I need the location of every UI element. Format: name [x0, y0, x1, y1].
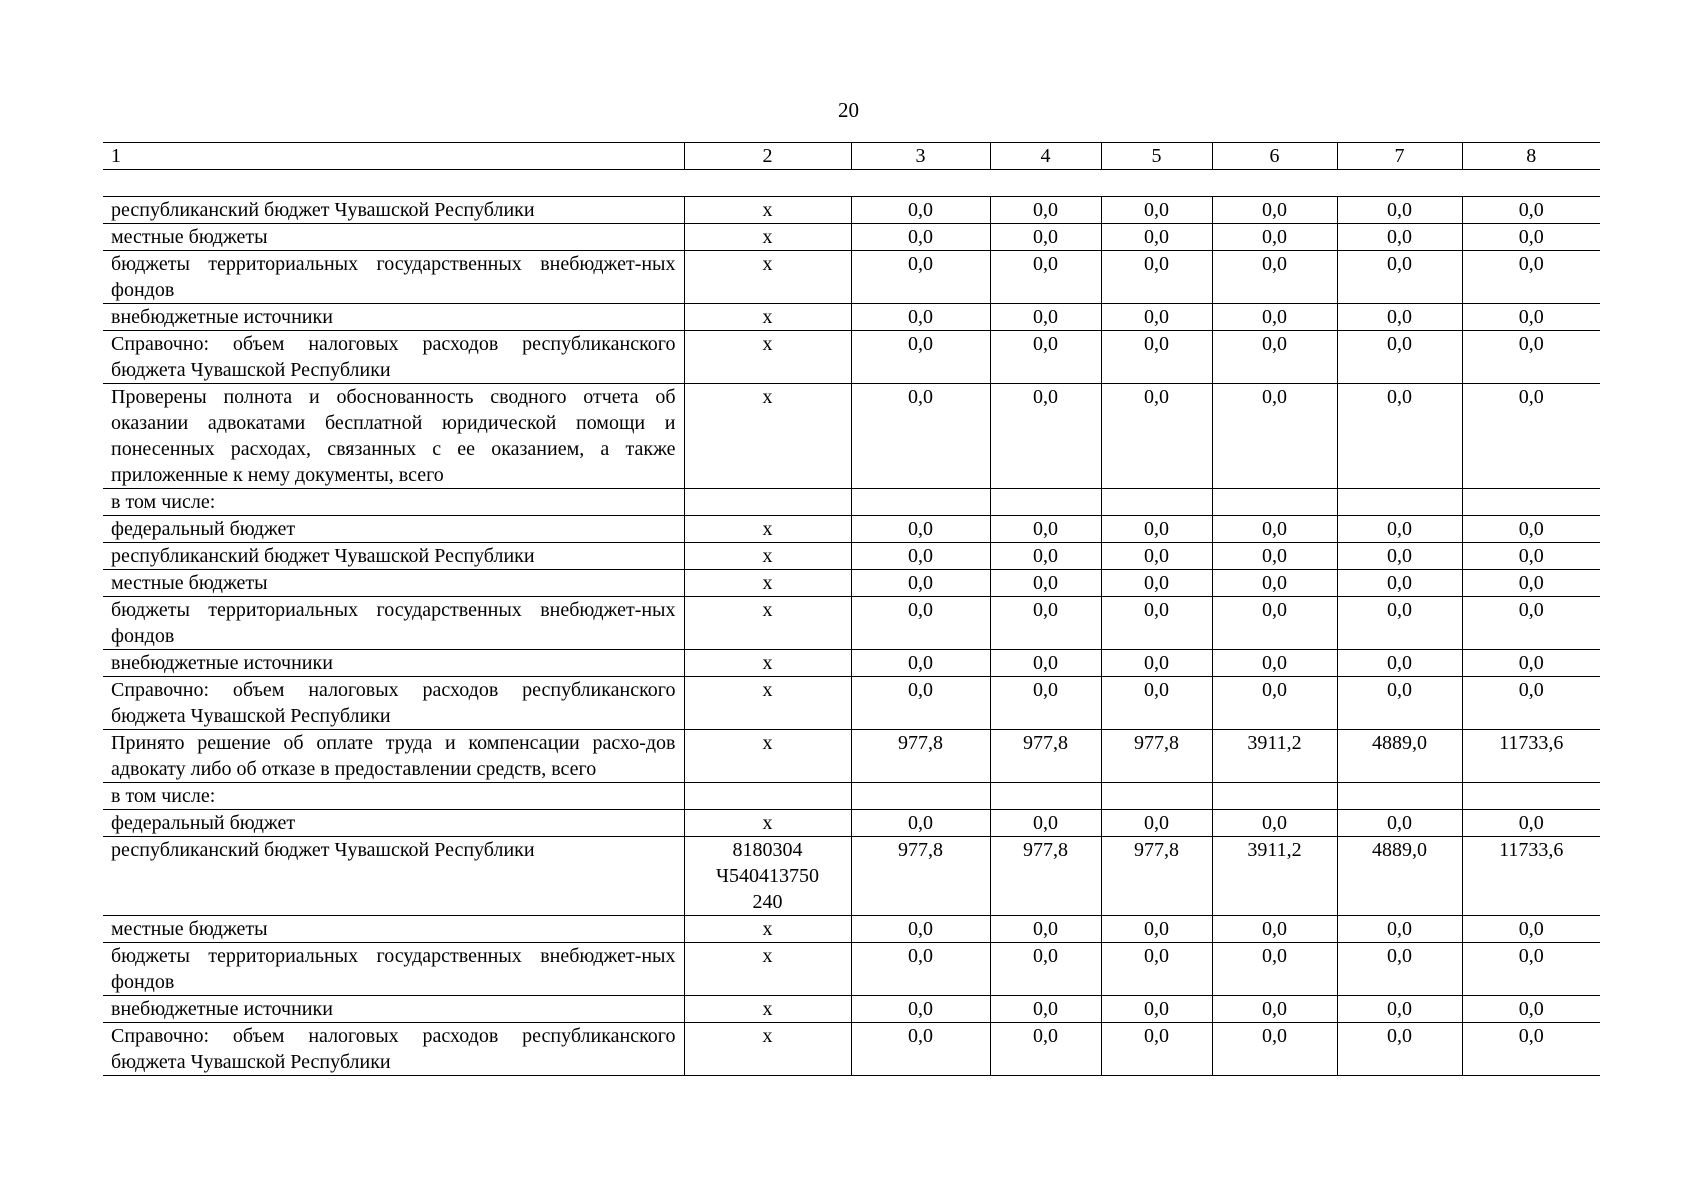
row-value: 0,0	[1212, 810, 1337, 837]
row-value: 0,0	[1101, 251, 1212, 304]
table-row	[103, 384, 1600, 489]
row-value: 0,0	[990, 197, 1101, 224]
row-code: х	[684, 384, 851, 489]
row-code: х	[684, 916, 851, 943]
row-label: местные бюджеты	[103, 570, 684, 597]
row-value: 0,0	[1212, 251, 1337, 304]
row-value: 0,0	[1212, 943, 1337, 996]
row-value: 0,0	[1101, 1023, 1212, 1076]
row-value: 0,0	[1462, 304, 1600, 331]
row-value: 0,0	[1212, 570, 1337, 597]
row-code: х	[684, 677, 851, 730]
row-value: 0,0	[1101, 650, 1212, 677]
row-code: х	[684, 943, 851, 996]
table-row	[103, 197, 1600, 224]
row-label: местные бюджеты	[103, 224, 684, 251]
row-code: х	[684, 996, 851, 1023]
row-value: 0,0	[851, 224, 990, 251]
row-value: 0,0	[1101, 677, 1212, 730]
row-label: федеральный бюджет	[103, 516, 684, 543]
row-value: 0,0	[1101, 516, 1212, 543]
table-row	[103, 304, 1600, 331]
row-code: х	[684, 810, 851, 837]
row-value: 0,0	[1462, 516, 1600, 543]
row-label: внебюджетные источники	[103, 304, 684, 331]
row-value: 0,0	[851, 331, 990, 384]
header-cell: 4	[990, 143, 1101, 170]
row-value: 0,0	[1337, 543, 1462, 570]
row-code: 8180304 Ч540413750 240	[684, 837, 851, 916]
table-row	[103, 489, 1600, 516]
row-code: х	[684, 251, 851, 304]
table-row	[103, 943, 1600, 996]
row-value: 0,0	[851, 677, 990, 730]
row-value: 977,8	[1101, 730, 1212, 783]
row-value: 977,8	[851, 837, 990, 916]
row-value	[1462, 783, 1600, 810]
table-row	[103, 597, 1600, 650]
table-row	[103, 677, 1600, 730]
row-value: 0,0	[1462, 331, 1600, 384]
row-code: х	[684, 650, 851, 677]
header-cell: 5	[1101, 143, 1212, 170]
row-value: 0,0	[1462, 916, 1600, 943]
row-value: 0,0	[990, 916, 1101, 943]
row-value: 0,0	[1212, 677, 1337, 730]
row-value	[1101, 783, 1212, 810]
row-value: 977,8	[990, 837, 1101, 916]
row-value: 11733,6	[1462, 730, 1600, 783]
row-value: 0,0	[1337, 597, 1462, 650]
row-label: внебюджетные источники	[103, 650, 684, 677]
row-code: х	[684, 197, 851, 224]
row-label: бюджеты территориальных государственных внебюджет-ных фондов	[103, 943, 684, 996]
row-code: х	[684, 516, 851, 543]
row-code	[684, 489, 851, 516]
row-code: х	[684, 304, 851, 331]
row-value: 0,0	[851, 943, 990, 996]
table-row	[103, 837, 1600, 916]
row-value: 977,8	[990, 730, 1101, 783]
row-value: 0,0	[990, 1023, 1101, 1076]
row-value: 0,0	[1101, 197, 1212, 224]
row-value: 0,0	[990, 224, 1101, 251]
row-value: 0,0	[1337, 1023, 1462, 1076]
row-value: 0,0	[1101, 384, 1212, 489]
row-value: 0,0	[1462, 1023, 1600, 1076]
table-row	[103, 251, 1600, 304]
row-value: 0,0	[990, 650, 1101, 677]
row-label: бюджеты территориальных государственных внебюджет-ных фондов	[103, 597, 684, 650]
row-value: 0,0	[1462, 570, 1600, 597]
row-value: 0,0	[851, 251, 990, 304]
table-row	[103, 543, 1600, 570]
row-code: х	[684, 570, 851, 597]
row-value: 11733,6	[1462, 837, 1600, 916]
row-value: 0,0	[1101, 943, 1212, 996]
row-label: республиканский бюджет Чувашской Республики	[103, 837, 684, 916]
table-body	[103, 143, 1600, 1076]
row-code: х	[684, 730, 851, 783]
row-value: 0,0	[1337, 996, 1462, 1023]
row-value: 0,0	[851, 1023, 990, 1076]
row-value: 0,0	[851, 570, 990, 597]
row-value: 0,0	[1462, 943, 1600, 996]
row-value: 0,0	[1337, 810, 1462, 837]
row-value: 0,0	[1462, 224, 1600, 251]
spacer-row	[103, 170, 1600, 197]
table-row	[103, 650, 1600, 677]
row-value: 0,0	[1101, 996, 1212, 1023]
row-value: 0,0	[1462, 543, 1600, 570]
row-value: 0,0	[1212, 597, 1337, 650]
spacer-cell	[103, 170, 1600, 197]
row-value: 0,0	[1101, 331, 1212, 384]
row-code: х	[684, 224, 851, 251]
page-number: 20	[838, 98, 859, 122]
row-value: 0,0	[851, 996, 990, 1023]
row-value: 0,0	[1462, 996, 1600, 1023]
row-value: 0,0	[1337, 251, 1462, 304]
row-value: 0,0	[1212, 996, 1337, 1023]
row-value: 0,0	[851, 304, 990, 331]
row-value: 0,0	[851, 916, 990, 943]
row-value: 0,0	[1462, 677, 1600, 730]
row-label: республиканский бюджет Чувашской Республики	[103, 197, 684, 224]
row-value	[1462, 489, 1600, 516]
row-value: 0,0	[1212, 916, 1337, 943]
header-row	[103, 143, 1600, 170]
table-row	[103, 516, 1600, 543]
row-code: х	[684, 1023, 851, 1076]
row-value: 0,0	[1212, 304, 1337, 331]
row-value: 0,0	[990, 384, 1101, 489]
row-value: 3911,2	[1212, 837, 1337, 916]
row-value	[990, 783, 1101, 810]
row-value: 977,8	[851, 730, 990, 783]
row-label: федеральный бюджет	[103, 810, 684, 837]
row-value: 0,0	[1337, 916, 1462, 943]
row-value: 0,0	[1212, 650, 1337, 677]
header-cell: 2	[684, 143, 851, 170]
row-value: 0,0	[1212, 543, 1337, 570]
row-label: Проверены полнота и обоснованность сводного отчета об оказании адвокатами бесплатной юридической помощи и понесенных расходах, связанных с ее оказанием, а также приложенные к нему документы, всего	[103, 384, 684, 489]
row-value: 0,0	[1337, 304, 1462, 331]
row-label: местные бюджеты	[103, 916, 684, 943]
row-value: 0,0	[990, 251, 1101, 304]
table-row	[103, 810, 1600, 837]
header-cell: 6	[1212, 143, 1337, 170]
row-value: 0,0	[990, 597, 1101, 650]
row-value: 0,0	[1101, 224, 1212, 251]
row-value: 0,0	[990, 304, 1101, 331]
row-value: 0,0	[851, 810, 990, 837]
row-value: 0,0	[1101, 570, 1212, 597]
row-label: Справочно: объем налоговых расходов республиканского бюджета Чувашской Республики	[103, 331, 684, 384]
row-value: 0,0	[1462, 650, 1600, 677]
row-value: 0,0	[990, 570, 1101, 597]
row-value: 0,0	[1462, 384, 1600, 489]
row-code: х	[684, 597, 851, 650]
row-label: бюджеты территориальных государственных внебюджет-ных фондов	[103, 251, 684, 304]
table-row	[103, 783, 1600, 810]
row-label: в том числе:	[103, 489, 684, 516]
table-row	[103, 224, 1600, 251]
row-value: 0,0	[851, 197, 990, 224]
row-value: 0,0	[1101, 810, 1212, 837]
row-value: 0,0	[1337, 570, 1462, 597]
row-value: 0,0	[990, 943, 1101, 996]
row-value: 0,0	[990, 996, 1101, 1023]
row-value: 0,0	[1337, 197, 1462, 224]
row-value: 0,0	[990, 810, 1101, 837]
row-value: 0,0	[1212, 516, 1337, 543]
row-label: Справочно: объем налоговых расходов республиканского бюджета Чувашской Республики	[103, 1023, 684, 1076]
row-value	[1337, 489, 1462, 516]
row-value: 0,0	[1337, 943, 1462, 996]
header-cell: 1	[103, 143, 684, 170]
row-value	[1212, 489, 1337, 516]
row-value: 0,0	[990, 543, 1101, 570]
row-code: х	[684, 543, 851, 570]
row-value: 0,0	[1337, 650, 1462, 677]
row-value	[990, 489, 1101, 516]
table-row	[103, 1023, 1600, 1076]
table-row	[103, 996, 1600, 1023]
row-label: Справочно: объем налоговых расходов республиканского бюджета Чувашской Республики	[103, 677, 684, 730]
row-value	[1337, 783, 1462, 810]
row-value: 0,0	[1101, 916, 1212, 943]
table-row	[103, 570, 1600, 597]
row-value: 0,0	[1462, 251, 1600, 304]
row-value: 3911,2	[1212, 730, 1337, 783]
row-value: 0,0	[1101, 597, 1212, 650]
row-value	[851, 489, 990, 516]
row-label: внебюджетные источники	[103, 996, 684, 1023]
row-value: 0,0	[1212, 1023, 1337, 1076]
row-value: 0,0	[851, 384, 990, 489]
row-value: 0,0	[1337, 516, 1462, 543]
row-value: 0,0	[1337, 677, 1462, 730]
row-value: 0,0	[851, 650, 990, 677]
table-row	[103, 916, 1600, 943]
row-value: 0,0	[1212, 331, 1337, 384]
row-code	[684, 783, 851, 810]
row-value: 0,0	[851, 516, 990, 543]
row-value: 0,0	[1101, 543, 1212, 570]
row-value	[1212, 783, 1337, 810]
header-cell: 8	[1462, 143, 1600, 170]
row-value: 0,0	[1101, 304, 1212, 331]
row-value: 0,0	[990, 677, 1101, 730]
row-value: 0,0	[1212, 197, 1337, 224]
row-value: 0,0	[851, 597, 990, 650]
table-row	[103, 331, 1600, 384]
row-value: 0,0	[1462, 197, 1600, 224]
row-value: 0,0	[1462, 597, 1600, 650]
budget-table	[103, 142, 1600, 1076]
row-value: 0,0	[990, 516, 1101, 543]
row-value: 0,0	[990, 331, 1101, 384]
row-label: республиканский бюджет Чувашской Республики	[103, 543, 684, 570]
row-value: 0,0	[1212, 384, 1337, 489]
row-value: 0,0	[851, 543, 990, 570]
row-value: 0,0	[1462, 810, 1600, 837]
header-cell: 7	[1337, 143, 1462, 170]
row-value: 0,0	[1212, 224, 1337, 251]
row-value: 0,0	[1337, 384, 1462, 489]
row-code: х	[684, 331, 851, 384]
row-value: 0,0	[1337, 331, 1462, 384]
row-value	[851, 783, 990, 810]
row-value: 977,8	[1101, 837, 1212, 916]
header-cell: 3	[851, 143, 990, 170]
row-value: 0,0	[1337, 224, 1462, 251]
row-label: в том числе:	[103, 783, 684, 810]
table-row	[103, 730, 1600, 783]
row-label: Принято решение об оплате труда и компенсации расхо-дов адвокату либо об отказе в предоставлении средств, всего	[103, 730, 684, 783]
row-value: 4889,0	[1337, 730, 1462, 783]
row-value: 4889,0	[1337, 837, 1462, 916]
row-value	[1101, 489, 1212, 516]
